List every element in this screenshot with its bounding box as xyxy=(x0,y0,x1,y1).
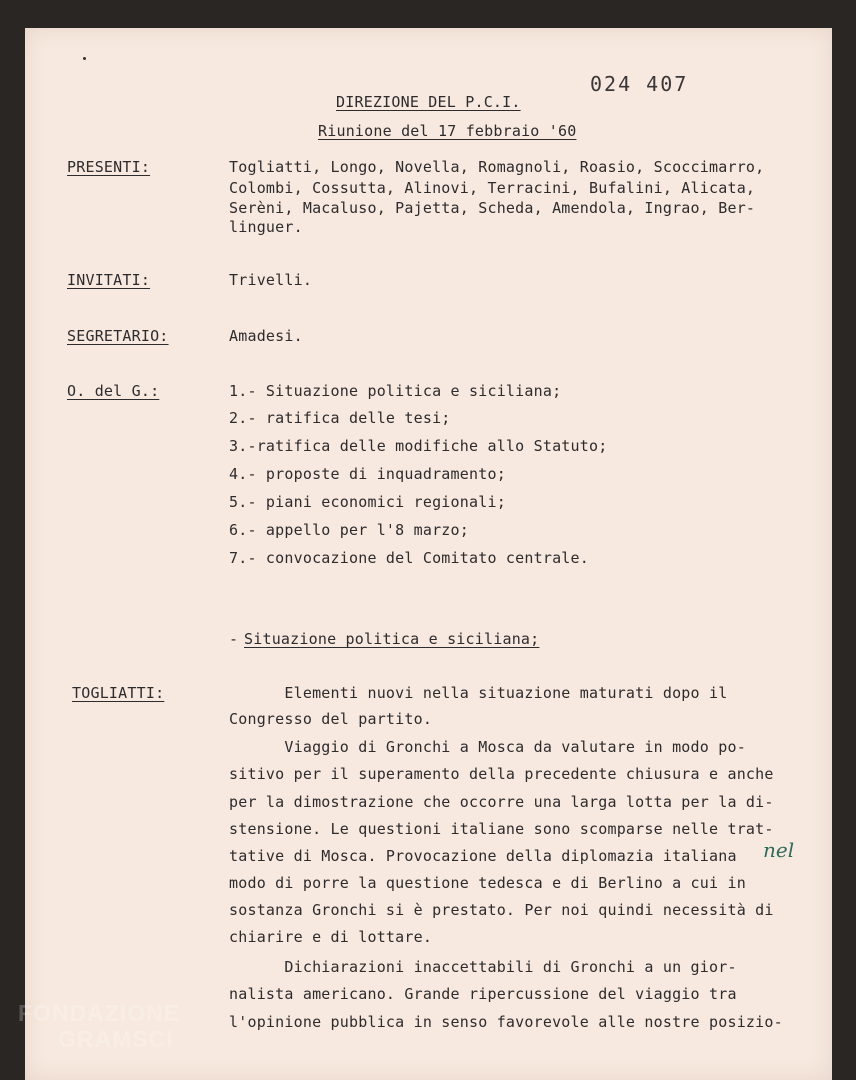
presenti-line: Serèni, Macaluso, Pajetta, Scheda, Amendola, Ingrao, Ber- xyxy=(229,199,756,217)
odg-item: 3.-ratifica delle modifiche allo Statuto; xyxy=(229,437,608,455)
segretario-label: SEGRETARIO: xyxy=(67,327,169,345)
body-line: per la dimostrazione che occorre una larga lotta per la di- xyxy=(229,793,774,811)
invitati-value: Trivelli. xyxy=(229,271,313,289)
odg-item: 1.- Situazione politica e siciliana; xyxy=(229,382,562,400)
speaker-label: TOGLIATTI: xyxy=(72,684,165,702)
paper-speck xyxy=(83,57,86,60)
presenti-label: PRESENTI: xyxy=(67,158,151,176)
body-line: sitivo per il superamento della precedente chiusura e anche xyxy=(229,765,774,783)
watermark-line: FONDAZIONE xyxy=(18,1000,181,1026)
document-subtitle: Riunione del 17 febbraio '60 xyxy=(318,122,577,140)
archive-stamp-number: 024 407 xyxy=(590,72,689,96)
segretario-value: Amadesi. xyxy=(229,327,303,345)
document-title: DIREZIONE DEL P.C.I. xyxy=(336,93,521,111)
handwritten-note: nel xyxy=(763,838,795,862)
body-line: stensione. Le questioni italiane sono scomparse nelle trat- xyxy=(229,820,774,838)
presenti-line: linguer. xyxy=(229,218,303,236)
body-line: l'opinione pubblica in senso favorevole alle nostre posizio- xyxy=(229,1013,783,1031)
presenti-line: Colombi, Cossutta, Alinovi, Terracini, Bufalini, Alicata, xyxy=(229,179,756,197)
odg-label: O. del G.: xyxy=(67,382,160,400)
body-line: Elementi nuovi nella situazione maturati dopo il xyxy=(229,684,728,702)
body-line: chiarire e di lottare. xyxy=(229,928,433,946)
body-line: tative di Mosca. Provocazione della diplomazia italiana xyxy=(229,847,737,865)
body-line: Dichiarazioni inaccettabili di Gronchi a un gior- xyxy=(229,958,737,976)
odg-item: 7.- convocazione del Comitato centrale. xyxy=(229,549,589,567)
odg-item: 2.- ratifica delle tesi; xyxy=(229,409,451,427)
fondazione-gramsci-watermark xyxy=(18,1000,218,1052)
body-line: Viaggio di Gronchi a Mosca da valutare in modo po- xyxy=(229,738,746,756)
body-line: Congresso del partito. xyxy=(229,710,433,728)
odg-item: 6.- appello per l'8 marzo; xyxy=(229,521,469,539)
invitati-label: INVITATI: xyxy=(67,271,151,289)
watermark-line: GRAMSCI xyxy=(58,1026,174,1052)
presenti-line: Togliatti, Longo, Novella, Romagnoli, Roasio, Scoccimarro, xyxy=(229,158,765,176)
odg-item: 4.- proposte di inquadramento; xyxy=(229,465,506,483)
section-heading: Situazione politica e siciliana; xyxy=(244,630,540,648)
body-line: modo di porre la questione tedesca e di Berlino a cui in xyxy=(229,874,746,892)
odg-item: 5.- piani economici regionali; xyxy=(229,493,506,511)
section-dash: - xyxy=(229,630,239,648)
body-line: sostanza Gronchi si è prestato. Per noi quindi necessità di xyxy=(229,901,774,919)
body-line: nalista americano. Grande ripercussione del viaggio tra xyxy=(229,985,737,1003)
